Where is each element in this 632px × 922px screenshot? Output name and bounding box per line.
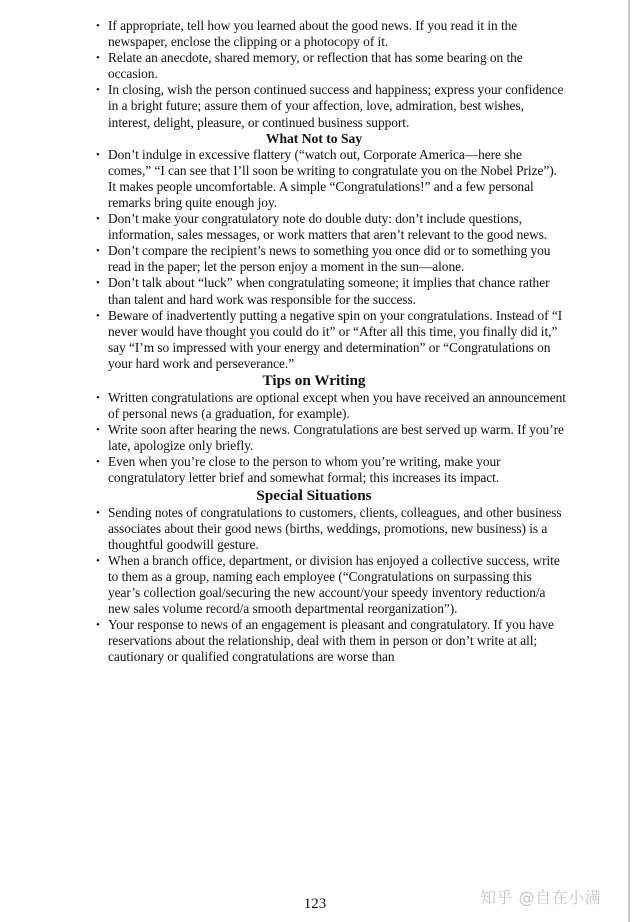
- bullet-icon: •: [96, 506, 100, 519]
- bullet-icon: •: [96, 309, 100, 322]
- bullet-icon: •: [96, 20, 100, 32]
- watermark-text: 知乎 @自在小满: [480, 888, 602, 907]
- list-item: • Don’t compare the recipient’s news to something you once did or to something you read in the paper; let the person enjoy a moment in the sun—alone.: [96, 243, 551, 275]
- list-item: • Don’t make your congratulatory note do double duty: don’t include questions, information, sales messages, or work matters that aren’t relevant to the good news.: [96, 211, 548, 243]
- section-heading-tips-on-writing: Tips on Writing: [262, 371, 366, 389]
- list-item: • When a branch office, department, or division has enjoyed a collective success, write to them as a group, naming each employee (“Congratulations on surpassing this year’s collection goal/securing the new account/your speedy inventory reduction/a new sales volume record/a smooth departmental reorganization”).: [96, 552, 560, 617]
- page-content: [96, 18, 566, 665]
- list-item: • If appropriate, tell how you learned about the good news. If you read it in the newspaper, enclose the clipping or a photocopy of it.: [96, 18, 518, 50]
- special-situations-list: [96, 505, 566, 666]
- what-not-to-say-list: [96, 147, 566, 372]
- list-item: • Even when you’re close to the person to whom you’re writing, make your congratulatory letter brief and somewhat formal; this increases its impact.: [96, 454, 501, 486]
- list-item: • Your response to news of an engagement is pleasant and congratulatory. If you have reservations about the relationship, deal with them in person or don’t write at all; cautionary or qualified congratulations are worse than: [96, 617, 554, 665]
- bullet-icon: •: [96, 84, 100, 97]
- bullet-icon: •: [96, 619, 100, 632]
- section-heading-what-not-to-say: What Not to Say: [265, 130, 363, 146]
- list-item: • Relate an anecdote, shared memory, or reflection that has some bearing on the occasion.: [96, 50, 523, 82]
- page-edge-divider: [628, 0, 630, 922]
- list-item: • Don’t talk about “luck” when congratulating someone; it implies that chance rather than talent and hard work was responsible for the success.: [96, 275, 550, 307]
- list-item: • In closing, wish the person continued success and happiness; express your confidence in a bright future; assure them of your affection, love, admiration, best wishes, interest, delight, pleasure, or continued business support.: [96, 82, 564, 130]
- list-item: • Beware of inadvertently putting a negative spin on your congratulations. Instead of “I never would have thought you could do it” or “After all this time, you finally did it,” say “I’m so impressed with your energy and determination” or “Congratulations on your hard work and perseverance.”: [96, 307, 563, 371]
- bullet-icon: •: [96, 554, 100, 567]
- bullet-icon: •: [96, 456, 100, 469]
- section-heading-special-situations: Special Situations: [256, 486, 372, 504]
- bullet-icon: •: [96, 277, 100, 290]
- page-number: 123: [303, 896, 327, 912]
- bullet-icon: •: [96, 148, 100, 161]
- list-item: • Written congratulations are optional except when you have received an announcement of personal news (a graduation, for example).: [96, 389, 566, 422]
- list-item: • Don’t indulge in excessive flattery (“watch out, Corporate America—here she comes,” “I can see that I’ll soon be writing to congratulate you on the Nobel Prize”). It makes people uncomfortable. A simple “Congratulations!” and a few personal remarks bring quite enough joy.: [96, 146, 557, 210]
- list-item: • Sending notes of congratulations to customers, clients, colleagues, and other business associates about their good news (births, weddings, promotions, new business) is a thoughtful goodwill gesture.: [96, 504, 562, 552]
- intro-bullet-list: [96, 18, 566, 131]
- bullet-icon: •: [96, 52, 100, 65]
- bullet-icon: •: [96, 213, 100, 226]
- bullet-icon: •: [96, 391, 100, 404]
- bullet-icon: •: [96, 424, 100, 437]
- tips-on-writing-list: [96, 390, 566, 487]
- bullet-icon: •: [96, 245, 100, 258]
- list-item: • Write soon after hearing the news. Congratulations are best served up warm. If you’re late, apologize only briefly.: [96, 422, 564, 454]
